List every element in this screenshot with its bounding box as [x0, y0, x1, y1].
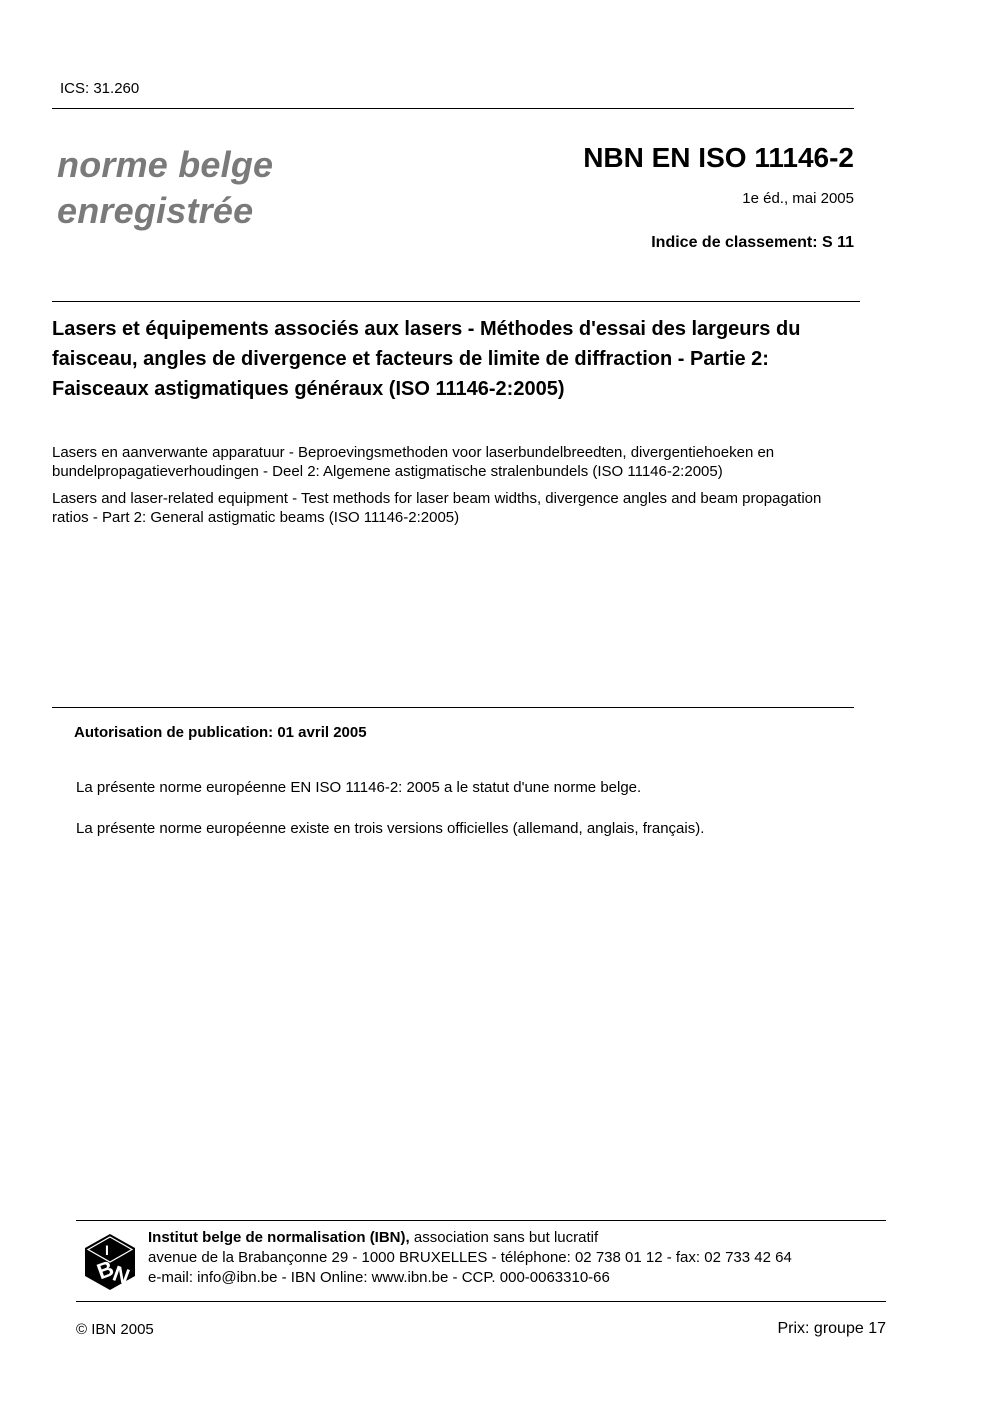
brand-title [57, 142, 273, 234]
institute-contact: e-mail: info@ibn.be - IBN Online: www.ibn.be - CCP. 000-0063310-66 [148, 1269, 610, 1286]
institute-line [148, 1228, 792, 1248]
title-english: Lasers and laser-related equipment - Test methods for laser beam widths, divergence angles and beam propagation ratios - Part 2: General astigmatic beams (ISO 11146-2:2005) [52, 490, 822, 526]
price-group: Prix: groupe 17 [777, 1320, 886, 1337]
title-french: Lasers et équipements associés aux lasers - Méthodes d'essai des largeurs du faisceau, angles de divergence et facteurs de limite de diffraction - Partie 2: Faisceaux astigmatiques généraux (ISO 11146-2:2005) [52, 318, 801, 400]
header-rule [52, 108, 854, 109]
footer-top-rule [76, 1220, 886, 1221]
footer-bottom-rule [76, 1301, 886, 1302]
standard-number: NBN EN ISO 11146-2 [583, 142, 854, 173]
versions-paragraph: La présente norme européenne existe en trois versions officielles (allemand, anglais, français). [76, 820, 705, 837]
authorization-date: Autorisation de publication: 01 avril 2005 [74, 724, 367, 741]
copyright: © IBN 2005 [76, 1321, 154, 1338]
edition-date: 1e éd., mai 2005 [742, 190, 854, 207]
svg-text:N: N [109, 1260, 134, 1290]
classification-index: Indice de classement: S 11 [651, 234, 854, 251]
title-dutch: Lasers en aanverwante apparatuur - Beproevingsmethoden voor laserbundelbreedten, divergentiehoeken en bundelpropagatieverhoudingen - Deel 2: Algemene astigmatische stralenbundels (ISO 11146-2:2005) [52, 444, 775, 480]
svg-text:B: B [93, 1255, 118, 1285]
institute-address: avenue de la Brabançonne 29 - 1000 BRUXELLES - téléphone: 02 738 01 12 - fax: 02 733 42 64 [148, 1249, 792, 1266]
ics-code: ICS: 31.260 [60, 80, 140, 97]
svg-text:I: I [105, 1242, 109, 1258]
brand-line-2: enregistrée [57, 190, 254, 231]
title-top-rule [52, 301, 860, 302]
body-top-rule [52, 707, 854, 708]
status-paragraph: La présente norme européenne EN ISO 11146-2: 2005 a le statut d'une norme belge. [76, 779, 642, 796]
institute-block [148, 1228, 792, 1288]
institute-name: Institut belge de normalisation (IBN), [148, 1229, 410, 1246]
ibn-logo-icon [84, 1233, 136, 1291]
brand-line-1: norme belge [57, 144, 274, 185]
institute-description: association sans but lucratif [409, 1229, 599, 1246]
